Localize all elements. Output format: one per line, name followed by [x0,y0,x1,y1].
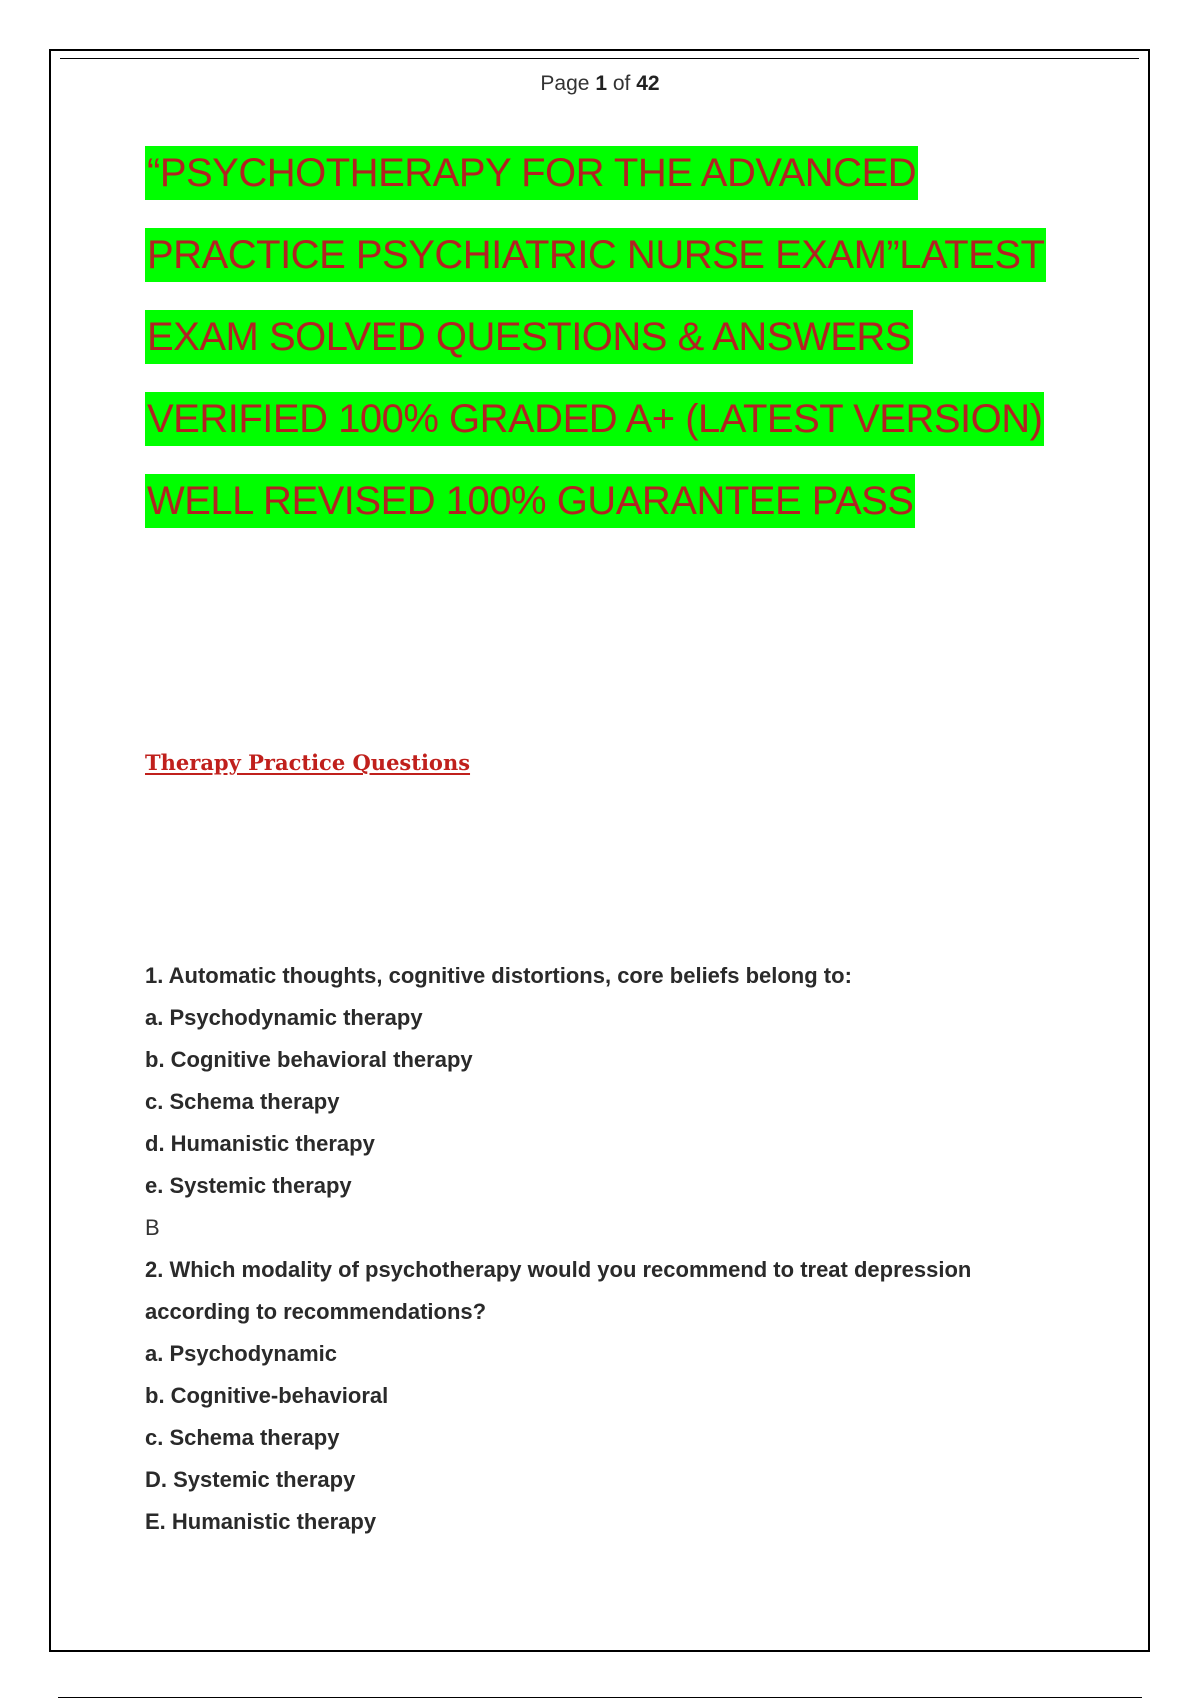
title-line [145,146,1065,228]
top-rule [60,58,1139,59]
title-line [145,474,1065,556]
question-2-text-continued: according to recommendations? [145,1299,487,1324]
page-number [0,72,1200,96]
question-1-option-b: b. Cognitive behavioral therapy [145,1047,473,1072]
page-of-label: of [612,72,631,95]
title-text: EXAM SOLVED QUESTIONS & ANSWERS [145,310,913,364]
title-line [145,392,1065,474]
question-1-option-e: e. Systemic therapy [145,1173,352,1198]
title-text: WELL REVISED 100% GUARANTEE PASS [145,474,915,528]
title-text: VERIFIED 100% GRADED A+ (LATEST VERSION) [145,392,1044,446]
question-2-option-b: b. Cognitive-behavioral [145,1383,389,1408]
question-2-text: 2. Which modality of psychotherapy would you recommend to treat depression [145,1257,972,1282]
title-text: PRACTICE PSYCHIATRIC NURSE EXAM”LATEST [145,228,1046,282]
title-line [145,228,1065,310]
next-page-rule [58,1697,1142,1698]
question-list [145,955,1075,1543]
question-2-option-c: c. Schema therapy [145,1425,340,1450]
document-title [145,146,1065,556]
question-1-answer: B [145,1215,160,1240]
title-line [145,310,1065,392]
page-current: 1 [595,72,607,95]
title-text: “PSYCHOTHERAPY FOR THE ADVANCED [145,146,918,200]
section-heading: Therapy Practice Questions [145,750,471,775]
question-1-text: 1. Automatic thoughts, cognitive distortions, core beliefs belong to: [145,963,852,988]
question-2-option-e: E. Humanistic therapy [145,1509,377,1534]
question-2-option-d: D. Systemic therapy [145,1467,356,1492]
question-1-option-a: a. Psychodynamic therapy [145,1005,423,1030]
question-1-option-d: d. Humanistic therapy [145,1131,375,1156]
question-2-option-a: a. Psychodynamic [145,1341,337,1366]
question-1-option-c: c. Schema therapy [145,1089,340,1114]
page-total: 42 [636,72,660,95]
page-label: Page [540,72,590,95]
